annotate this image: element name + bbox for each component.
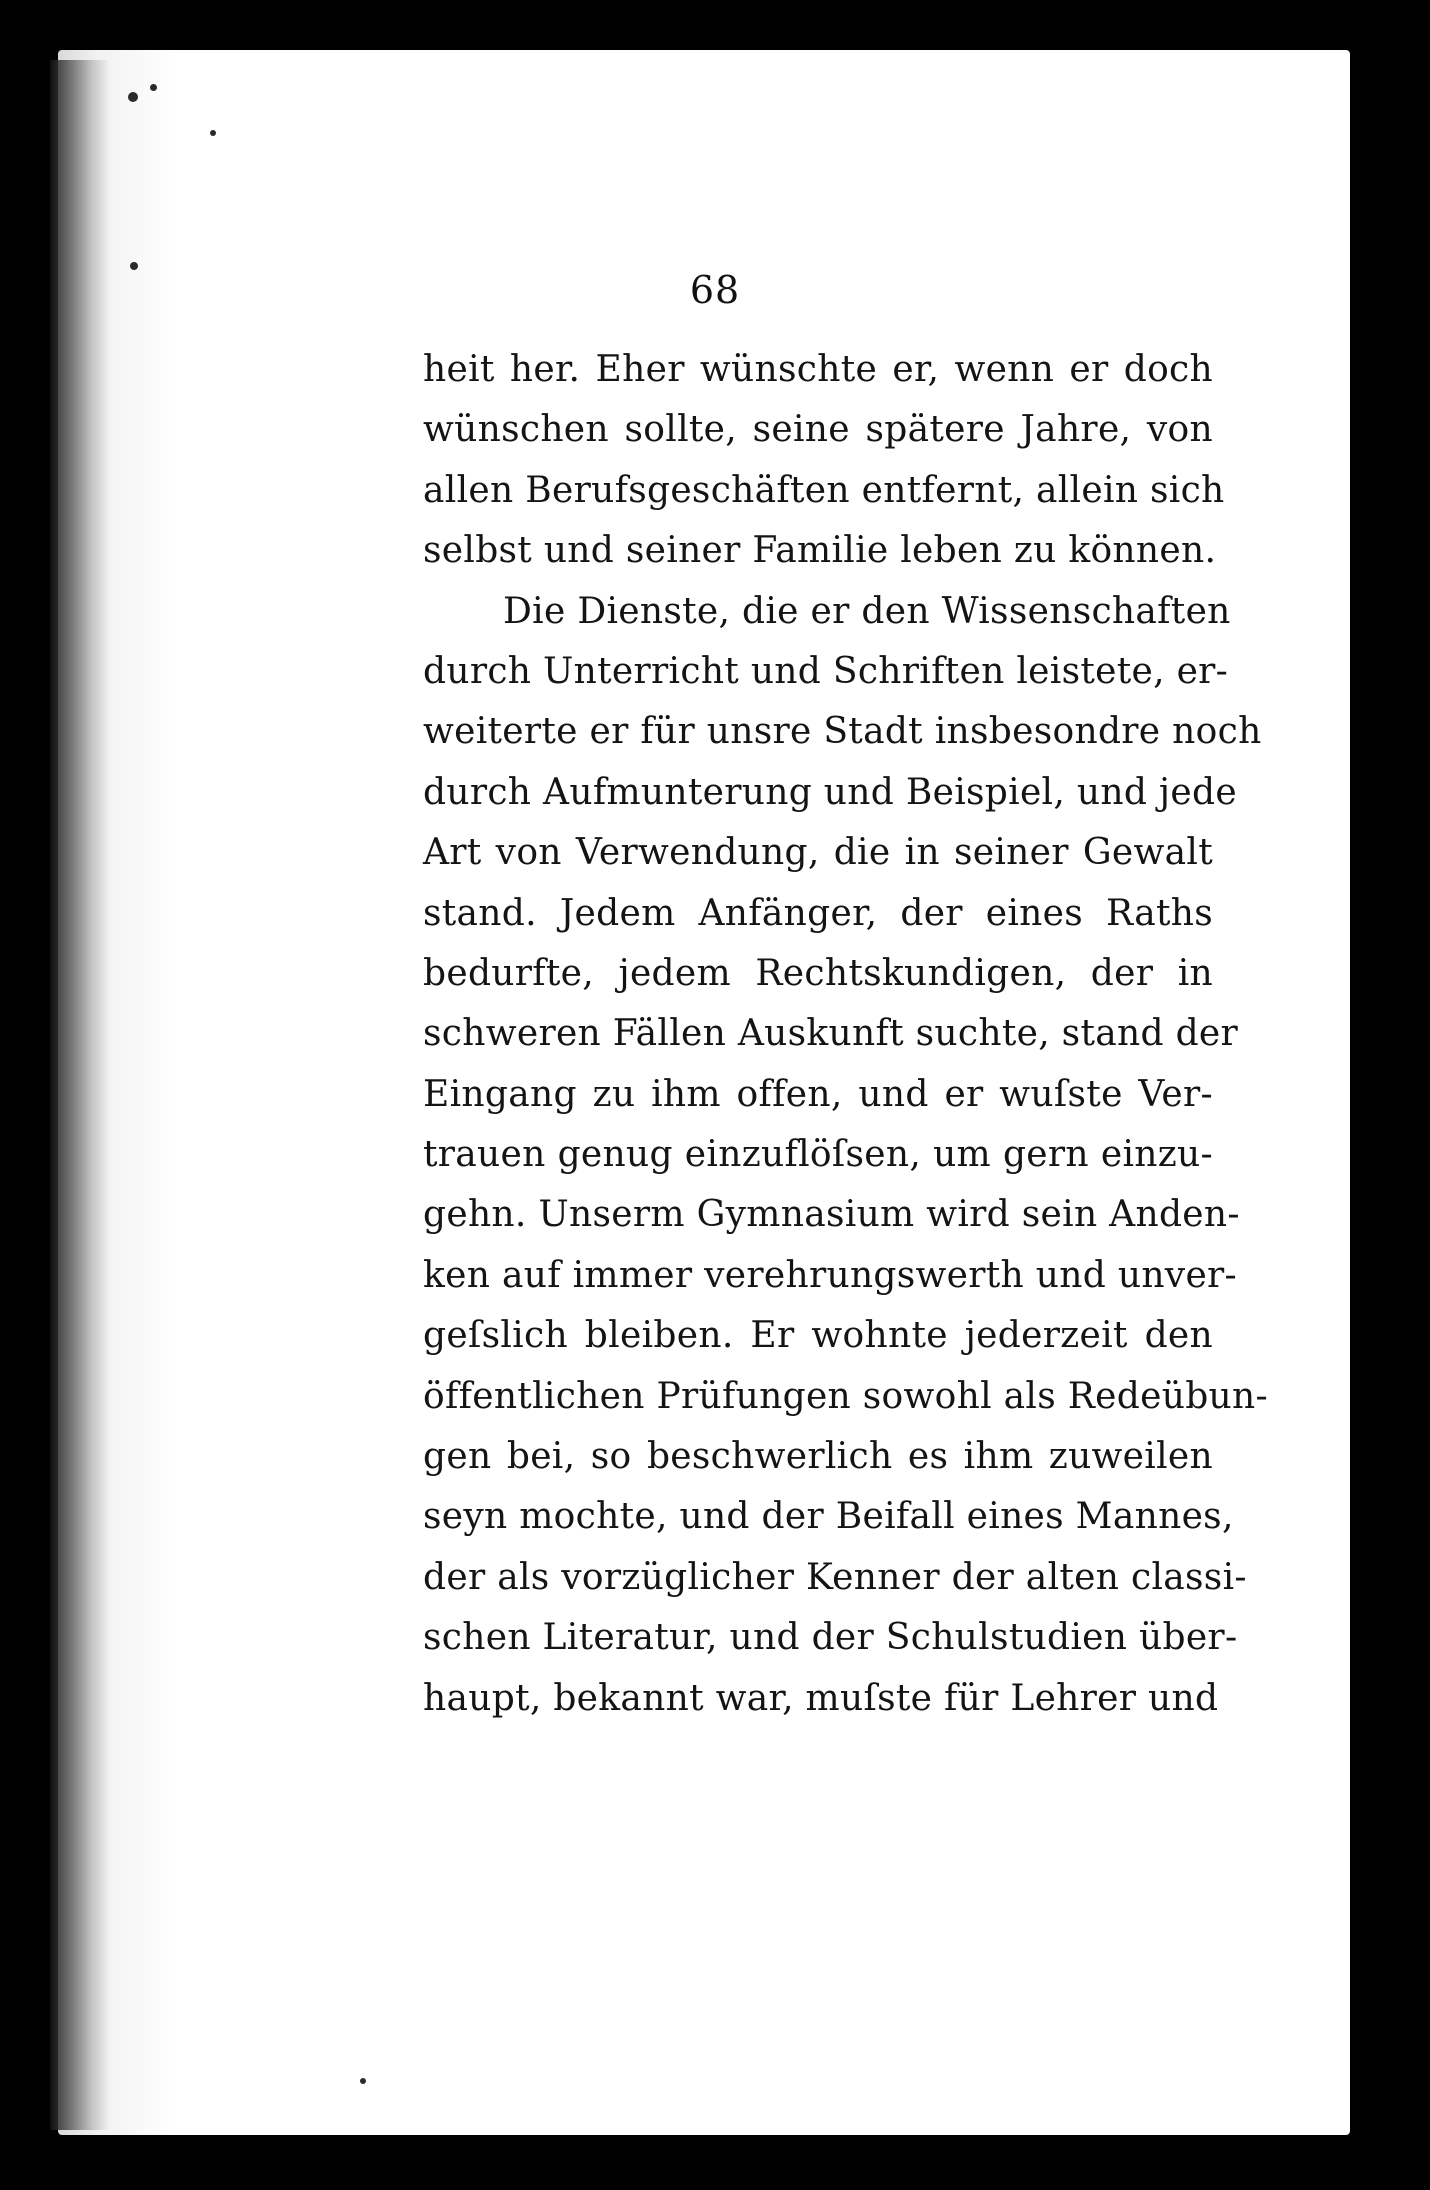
ink-speck bbox=[210, 130, 216, 136]
text-line: bedurfte, jedem Rechtskundigen, der in bbox=[423, 952, 1213, 994]
body-text bbox=[423, 340, 1268, 1729]
text-line: Eingang zu ihm offen, und er wuſste Ver- bbox=[423, 1073, 1213, 1115]
text-line: der als vorzüglicher Kenner der alten classi- bbox=[423, 1556, 1247, 1598]
text-line: heit her. Eher wünschte er, wenn er doch bbox=[423, 349, 1213, 390]
text-line: allen Berufsgeschäften entfernt, allein sich bbox=[423, 469, 1225, 511]
text-line: ken auf immer verehrungswerth und unver- bbox=[423, 1254, 1238, 1296]
text-line: durch Aufmunterung und Beispiel, und jede bbox=[423, 771, 1237, 813]
text-line: Art von Verwendung, die in seiner Gewalt bbox=[423, 832, 1213, 874]
text-line: seyn mochte, und der Beifall eines Mannes, bbox=[423, 1496, 1234, 1538]
text-line: weiterte er für unsre Stadt insbesondre noch bbox=[423, 711, 1262, 753]
text-line: gehn. Unserm Gymnasium wird sein Anden- bbox=[423, 1194, 1240, 1236]
paragraph-start-line: Die Dienste, die er den Wissenschaften bbox=[503, 590, 1231, 632]
text-line: wünschen sollte, seine spätere Jahre, von bbox=[423, 409, 1213, 451]
ink-speck bbox=[150, 84, 157, 91]
ink-speck bbox=[360, 2078, 366, 2084]
text-line: stand. Jedem Anfänger, der eines Raths bbox=[423, 892, 1213, 934]
text-line: öffentlichen Prüfungen sowohl als Redeübun- bbox=[423, 1375, 1268, 1417]
text-line: schweren Fällen Auskunft suchte, stand der bbox=[423, 1013, 1239, 1055]
text-line: durch Unterricht und Schriften leistete, er- bbox=[423, 650, 1229, 692]
text-line: schen Literatur, und der Schulstudien über- bbox=[423, 1617, 1238, 1659]
text-line: trauen genug einzuflöſsen, um gern einzu- bbox=[423, 1134, 1213, 1176]
text-line: haupt, bekannt war, muſste für Lehrer und bbox=[423, 1677, 1219, 1719]
page-gutter-shadow bbox=[50, 60, 110, 2130]
text-line: geſslich bleiben. Er wohnte jederzeit den bbox=[423, 1315, 1213, 1357]
text-line: gen bei, so beschwerlich es ihm zuweilen bbox=[423, 1436, 1213, 1478]
ink-speck bbox=[128, 92, 138, 102]
text-line: selbst und seiner Familie leben zu können. bbox=[423, 530, 1217, 572]
page-number: 68 bbox=[689, 268, 741, 312]
